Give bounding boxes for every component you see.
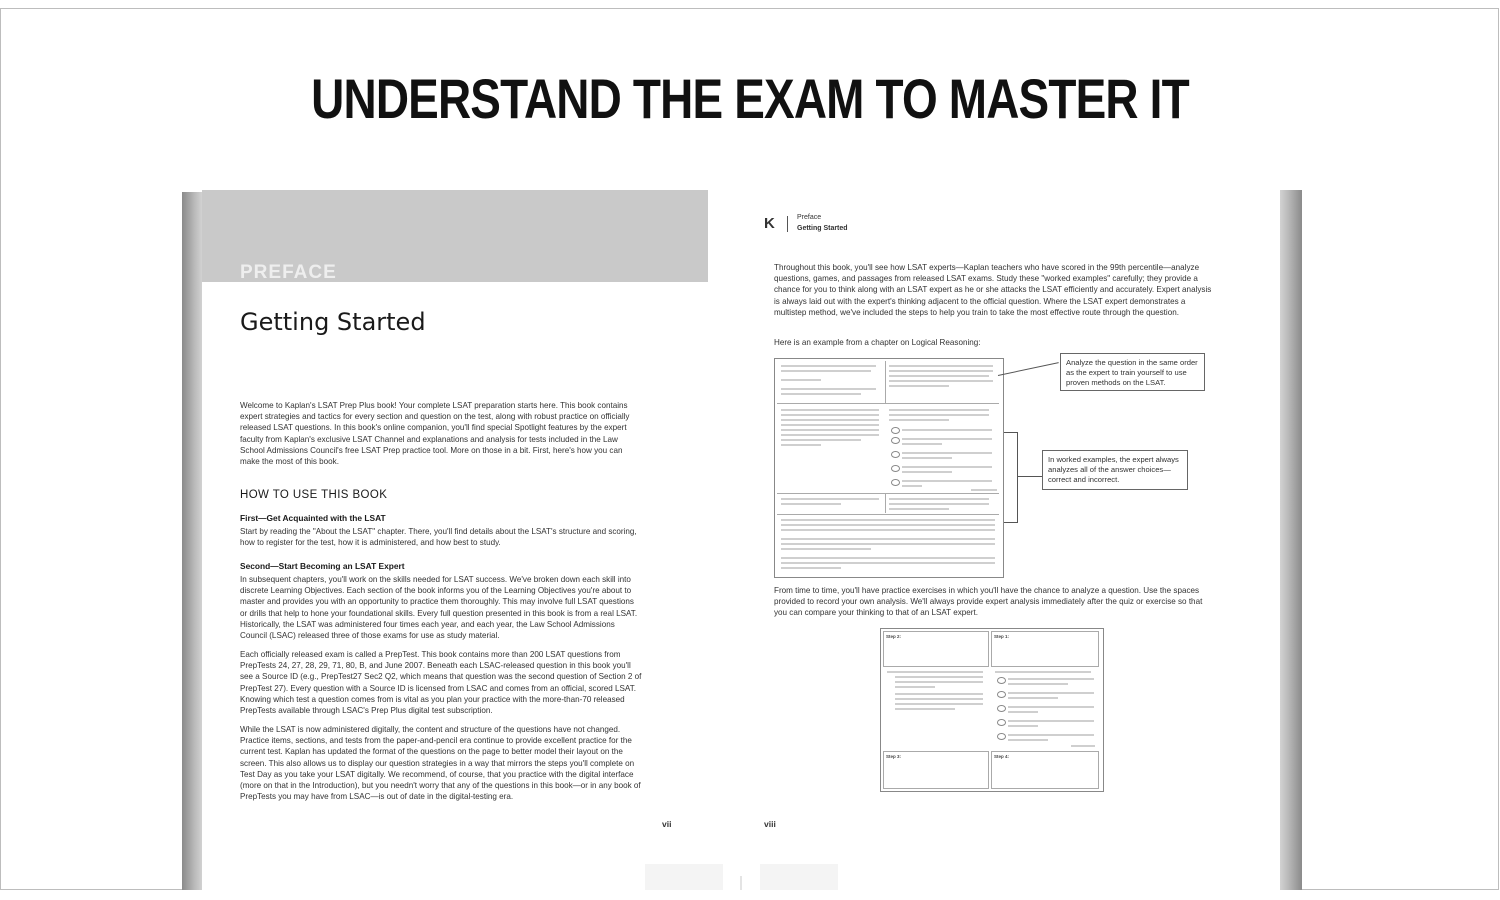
figure-text-line <box>1008 697 1058 699</box>
figure-text-line <box>781 393 861 395</box>
figure-text-line <box>781 370 871 372</box>
figure-text-line <box>887 671 983 673</box>
exercise-step-label: Step 4: <box>994 754 1010 759</box>
running-head-top: Preface <box>797 214 822 221</box>
figure-text-line <box>781 498 879 500</box>
answer-choice-bubble <box>891 465 900 472</box>
figure-text-line <box>1008 692 1094 694</box>
book-bottom-shadow <box>760 864 838 890</box>
figure-text-line <box>902 452 992 454</box>
exercise-figure <box>880 628 1104 792</box>
figure-text-line <box>1008 706 1094 708</box>
paragraph-second: In subsequent chapters, you'll work on the skills needed for LSAT success. We've broken down each skill into discrete Learning Objectives. Each section of the book informs you of the Learning Objectives you're about to master and provides you with an opportunity to practice them thoroughly. This may involve full LSAT questions or drills that help to hone your foundational skills. Every full question presented in this book is from a real LSAT. Historically, the LSAT was administered four times each year, and each year, the Law School Admissions Council (LSAC) released three of those exams for use as study material. <box>240 575 638 641</box>
figure-text-line <box>781 388 876 390</box>
figure-rule <box>777 493 999 494</box>
exercise-step-label: Step 2: <box>886 634 902 639</box>
paragraph-first: Start by reading the "About the LSAT" chapter. There, you'll find details about the LSAT's structure and scoring, how to register for the test, how it is administered, and how best to study. <box>240 527 637 548</box>
answer-choice-bubble <box>891 451 900 458</box>
answer-choice-bubble <box>997 733 1006 740</box>
figure-text-line <box>895 681 983 683</box>
callout-answer-choices: In worked examples, the expert always analyzes all of the answer choices—correct and incorrect. <box>1042 450 1188 490</box>
figure-text-line <box>889 508 949 510</box>
figure-text-line <box>895 676 983 678</box>
figure-text-line <box>889 414 989 416</box>
figure-text-line <box>1071 745 1095 747</box>
figure-text-line <box>895 698 983 700</box>
figure-text-line <box>889 409 989 411</box>
figure-text-line <box>902 429 992 431</box>
figure-text-line <box>781 543 995 545</box>
paragraph-digital: While the LSAT is now administered digitally, the content and structure of the questions have not changed. Practice items, sections, and tests from the paper-and-pencil era continue to provide excellent practice for the current test. Kaplan has updated the format of the questions on the page to better model their layout on the screen. This also allows us to display our question strategies in a way that mirrors the steps you'll complete on Test Day as you take your LSAT digitally. We recommend, of course, that you practice with the digital interface (more on that in the Introduction), but you needn't worry that any of the questions in this book—or in any book of PrepTests you may have from LSAC—is out of date in the digital-testing era. <box>240 725 641 802</box>
figure-text-line <box>781 439 861 441</box>
figure-text-line <box>1008 720 1094 722</box>
figure-text-line <box>902 443 942 445</box>
answer-choice-bubble <box>891 437 900 444</box>
book-edge-right <box>1278 190 1302 890</box>
figure-text-line <box>995 671 1091 673</box>
figure-text-line <box>1008 725 1038 727</box>
running-head-bottom: Getting Started <box>797 225 848 232</box>
book-edge-left <box>182 192 204 890</box>
figure-text-line <box>971 489 997 491</box>
figure-text-line <box>889 370 993 372</box>
figure-column-divider <box>885 361 886 403</box>
page-number-right: viii <box>764 819 776 829</box>
figure-text-line <box>781 419 879 421</box>
figure-text-line <box>895 708 955 710</box>
exercise-step-label: Step 1: <box>994 634 1010 639</box>
figure-text-line <box>781 444 821 446</box>
paragraph-preptest: Each officially released exam is called a PrepTest. This book contains more than 200 LSAT questions from PrepTests 24, 27, 28, 29, 71, 80, B, and June 2007. Beneath each LSAC-released question in this book you'll see a Source ID (e.g., PrepTest27 Sec2 Q2, which means that question was the second question of Section 2 of PrepTest 27). Every question with a Source ID is licensed from LSAC and comes from an official, scored LSAT. Knowing which test a question comes from is vital as you plan your practice with the more-than-70 released PrepTests available through LSAC's Prep Plus digital test subscription. <box>240 650 642 716</box>
page-title: Getting Started <box>240 308 426 336</box>
left-page <box>202 186 742 890</box>
figure-text-line <box>781 365 876 367</box>
callout-bracket <box>1004 432 1018 433</box>
answer-choice-bubble <box>997 719 1006 726</box>
figure-text-line <box>781 379 821 381</box>
figure-text-line <box>1008 683 1068 685</box>
figure-text-line <box>889 498 989 500</box>
exercise-step-label: Step 3: <box>886 754 902 759</box>
figure-text-line <box>781 519 995 521</box>
paragraph-example-intro: Here is an example from a chapter on Logical Reasoning: <box>774 338 981 347</box>
figure-column-divider <box>885 493 886 513</box>
callout-bracket <box>1004 522 1018 523</box>
paragraph-experts: Throughout this book, you'll see how LSAT experts—Kaplan teachers who have scored in the 99th percentile—analyze questions, games, and passages from released LSAT exams. Study these "worked examples" carefully; they provide a chance for you to think along with an LSAT expert as he or she attacks the LSAT efficiently and accurately. Expert analysis is always laid out with the expert's thinking adjacent to the official question. Where the LSAT expert demonstrates a multistep method, we've included the steps to help you train to take the most effective route through the question. <box>774 263 1212 317</box>
open-book <box>182 186 1302 890</box>
figure-text-line <box>889 375 989 377</box>
figure-text-line <box>889 503 989 505</box>
answer-choice-bubble <box>891 427 900 434</box>
figure-text-line <box>895 703 983 705</box>
figure-text-line <box>781 557 995 559</box>
answer-choice-bubble <box>997 677 1006 684</box>
figure-text-line <box>889 380 993 382</box>
figure-text-line <box>895 693 983 695</box>
book-bottom-shadow <box>645 864 723 890</box>
subheading-second: Second—Start Becoming an LSAT Expert <box>240 561 405 571</box>
figure-text-line <box>902 471 952 473</box>
right-page <box>742 186 1280 890</box>
figure-text-line <box>781 538 995 540</box>
figure-text-line <box>781 414 879 416</box>
figure-text-line <box>902 485 922 487</box>
callout-analyze: Analyze the question in the same order as the expert to train yourself to use proven methods on the LSAT. <box>1060 353 1205 391</box>
figure-text-line <box>781 503 841 505</box>
callout-leader <box>1017 476 1043 477</box>
figure-text-line <box>781 429 879 431</box>
banner-word: PREFACE <box>240 262 337 283</box>
intro-paragraph: Welcome to Kaplan's LSAT Prep Plus book! Your complete LSAT preparation starts here. This book contains expert strategies and tactics for every section and question on the test, along with robust practice on officially released LSAT questions. In this book's online companion, you'll find special Spotlight features by the expert faculty from Kaplan's exclusive LSAT Channel and explanations and analysis for tests included in the Law School Admissions Council's free LSAT Prep practice tool. More on those in a bit. First, here's how you can make the most of this book. <box>240 401 630 467</box>
figure-text-line <box>889 385 949 387</box>
figure-text-line <box>902 438 992 440</box>
figure-text-line <box>889 365 993 367</box>
section-heading: HOW TO USE THIS BOOK <box>240 489 388 501</box>
page-number-left: vii <box>662 819 672 829</box>
figure-text-line <box>902 457 952 459</box>
callout-bracket <box>1017 432 1018 522</box>
answer-choice-bubble <box>997 691 1006 698</box>
figure-text-line <box>781 529 995 531</box>
kaplan-logo: K <box>764 215 775 232</box>
figure-text-line <box>1008 678 1094 680</box>
figure-text-line <box>781 424 879 426</box>
figure-text-line <box>902 480 992 482</box>
figure-text-line <box>1008 739 1048 741</box>
figure-text-line <box>889 419 949 421</box>
figure-text-line <box>895 686 935 688</box>
worked-example-figure <box>774 358 1004 578</box>
figure-rule <box>777 403 999 404</box>
figure-text-line <box>781 524 995 526</box>
answer-choice-bubble <box>997 705 1006 712</box>
figure-text-line <box>781 562 995 564</box>
answer-choice-bubble <box>891 479 900 486</box>
paragraph-practice: From time to time, you'll have practice exercises in which you'll have the chance to analyze a question. Use the spaces provided to record your own analysis. We'll always provide expert analysis immediately after the quiz or exercise so that you can compare your thinking to that of an LSAT expert. <box>774 586 1203 618</box>
figure-rule <box>777 514 999 515</box>
figure-text-line <box>1008 734 1094 736</box>
figure-text-line <box>781 434 879 436</box>
headline: UNDERSTAND THE EXAM TO MASTER IT <box>311 67 1189 130</box>
header-divider <box>787 216 788 232</box>
figure-text-line <box>781 409 879 411</box>
callout-leader <box>998 362 1059 376</box>
figure-text-line <box>902 466 992 468</box>
figure-text-line <box>1008 711 1038 713</box>
figure-text-line <box>781 548 871 550</box>
figure-text-line <box>781 567 841 569</box>
subheading-first: First—Get Acquainted with the LSAT <box>240 513 386 523</box>
